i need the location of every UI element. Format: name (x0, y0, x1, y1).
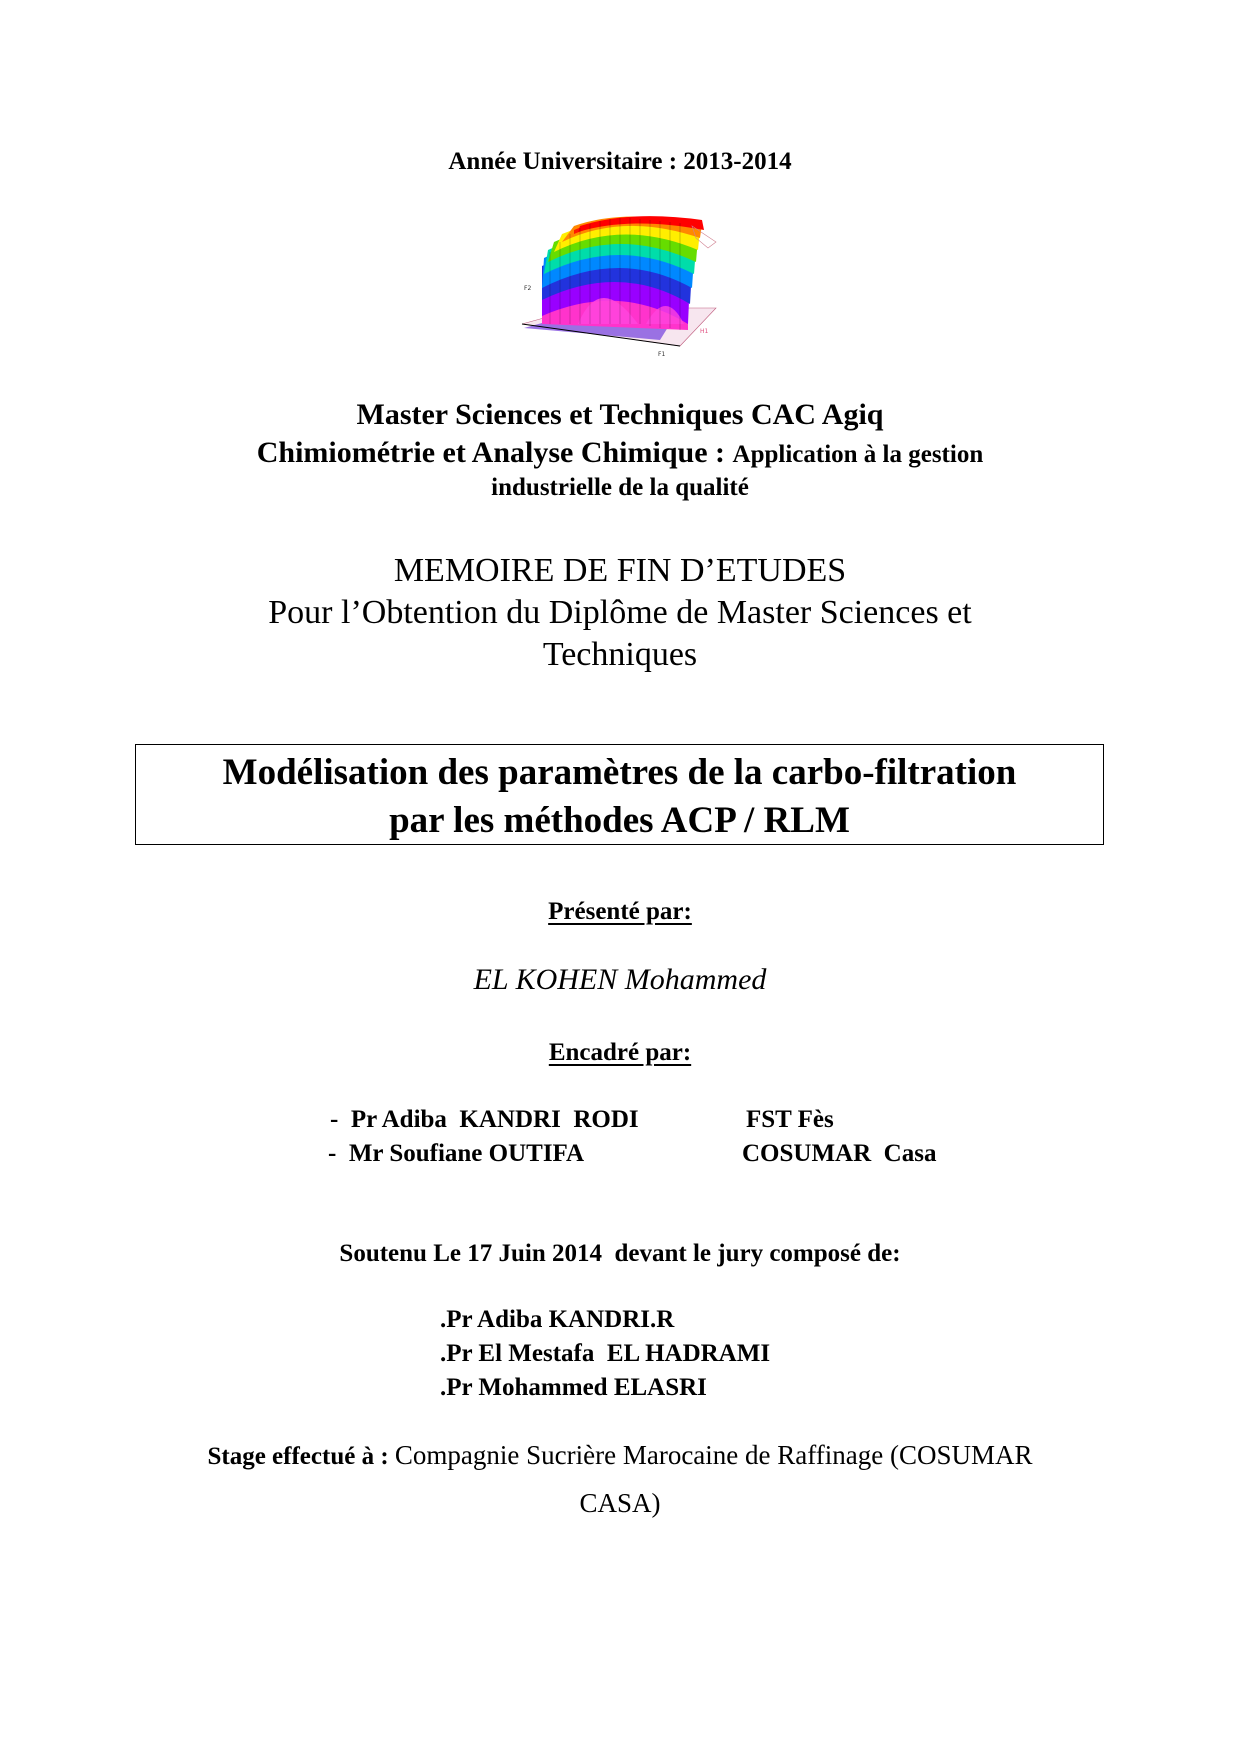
presented-by-text: Présenté par: (548, 898, 692, 925)
jury-member-2: .Pr El Mestafa EL HADRAMI (440, 1340, 771, 1367)
supervisor-1-dash: - (330, 1106, 339, 1133)
supervisor-1 (330, 1106, 639, 1134)
supervisor-2-affiliation: COSUMAR Casa (742, 1140, 937, 1167)
program-application: Application à la gestion (732, 441, 984, 468)
program-line-1: Master Sciences et Techniques CAC Agiq (356, 398, 884, 431)
internship-line-2: CASA) (579, 1488, 661, 1518)
surface-plot-image (520, 212, 720, 364)
internship-line-1 (0, 1440, 1240, 1471)
program-line-2 (0, 436, 1240, 470)
internship-label: Stage effectué à : (207, 1443, 395, 1470)
thesis-title-line-1: Modélisation des paramètres de la carbo-filtration (222, 752, 1017, 793)
presented-by-label (0, 898, 1240, 926)
program-line-3: industrielle de la qualité (491, 474, 749, 501)
supervisor-2-name: Mr Soufiane OUTIFA (348, 1140, 585, 1167)
supervisor-1-name: Pr Adiba KANDRI RODI (350, 1106, 639, 1133)
supervised-by-label (0, 1039, 1240, 1067)
thesis-title-box (135, 744, 1104, 845)
student-name: EL KOHEN Mohammed (473, 963, 767, 996)
memoire-purpose: Pour l’Obtention du Diplôme de Master Sciences et (268, 594, 972, 631)
jury-member-3: .Pr Mohammed ELASRI (440, 1374, 707, 1401)
supervisor-2-dash: - (328, 1140, 337, 1167)
memoire-heading: MEMOIRE DE FIN D’ETUDES (393, 552, 847, 589)
supervisor-2 (328, 1140, 584, 1168)
jury-member-1: .Pr Adiba KANDRI.R (440, 1306, 675, 1333)
svg-text:H1: H1 (700, 328, 709, 335)
supervised-by-text: Encadré par: (548, 1039, 692, 1066)
internship-place: Compagnie Sucrière Marocaine de Raffinage (COSUMAR (394, 1440, 1033, 1470)
svg-text:F1: F1 (658, 351, 666, 358)
program-name: Chimiométrie et Analyse Chimique : (256, 436, 733, 469)
memoire-purpose-cont: Techniques (542, 636, 698, 673)
thesis-title-line-2: par les méthodes ACP / RLM (389, 800, 850, 841)
supervisor-1-affiliation: FST Fès (746, 1106, 834, 1133)
defense-statement: Soutenu Le 17 Juin 2014 devant le jury composé de: (339, 1240, 901, 1267)
academic-year: Année Universitaire : 2013-2014 (448, 148, 792, 175)
svg-text:F2: F2 (524, 285, 532, 292)
